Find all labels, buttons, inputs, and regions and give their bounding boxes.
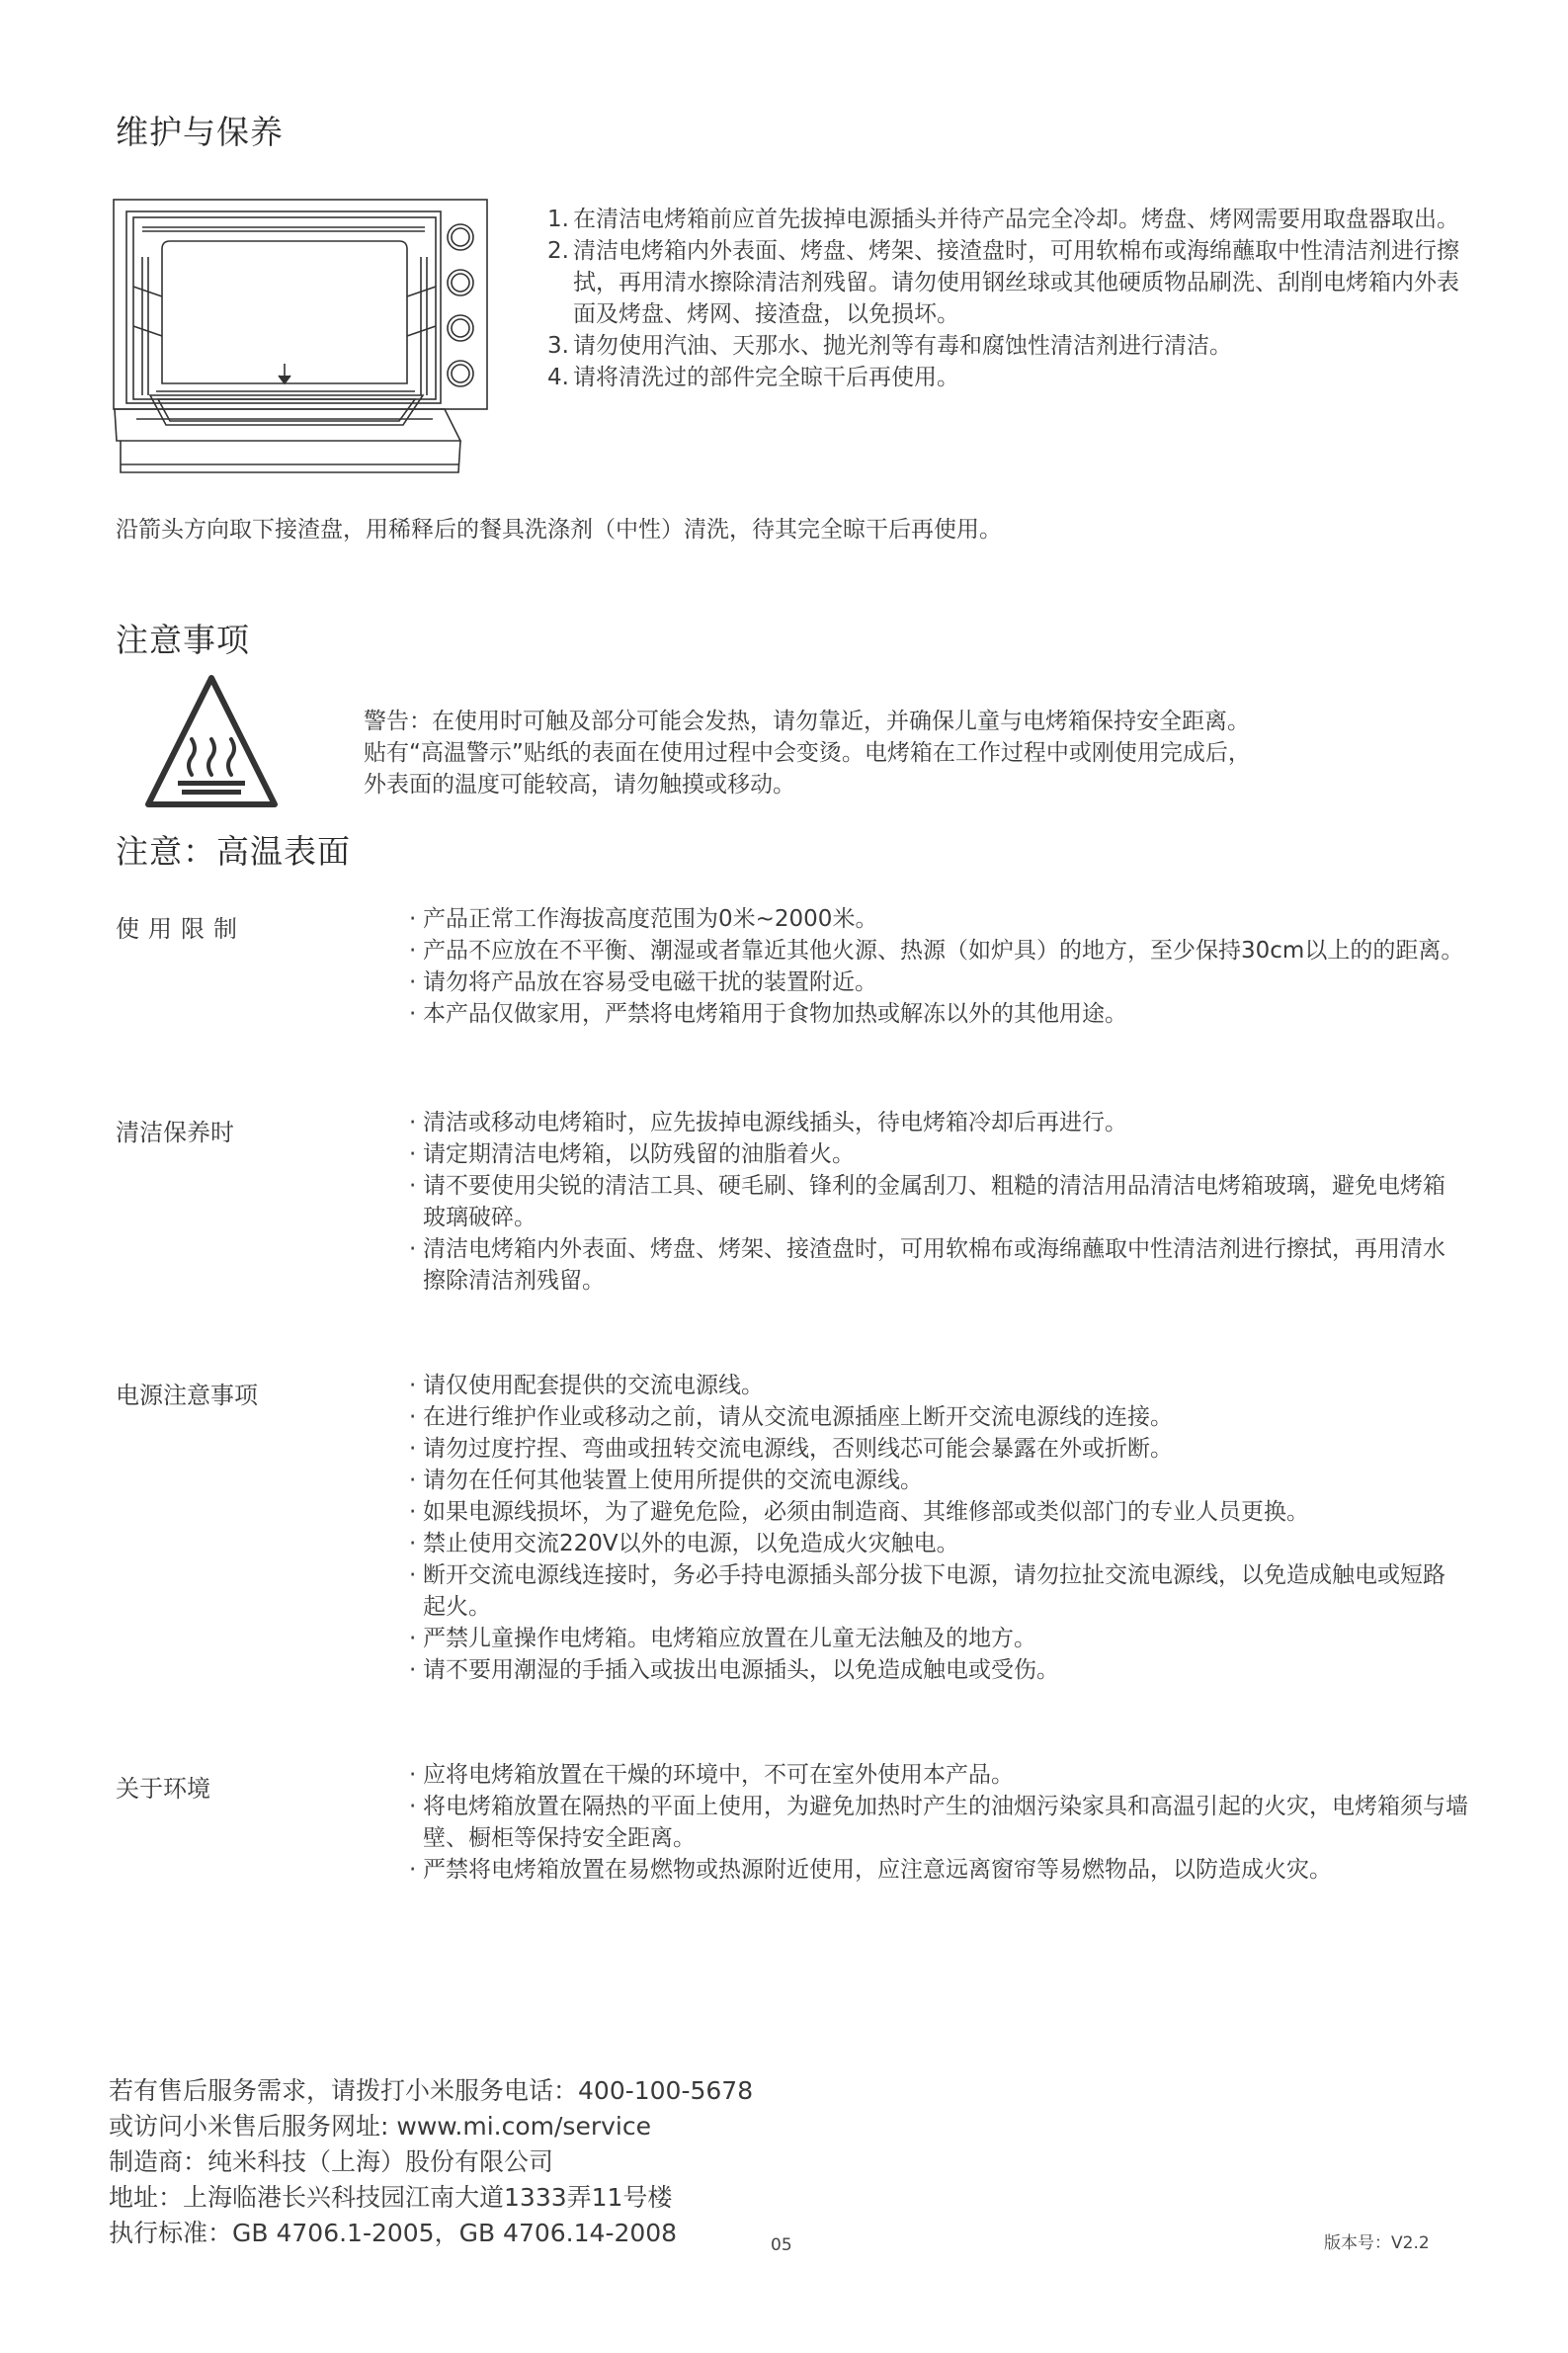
section-label-environment: 关于环境	[116, 1775, 210, 1803]
footer-info	[109, 2073, 998, 2251]
list-item: · 断开交流电源线连接时，务必手持电源插头部分拔下电源，请勿拉扯交流电源线，以免造成触电或短路起火。	[409, 1559, 1466, 1623]
section-title-notice: 注意事项	[116, 621, 250, 659]
maintenance-caption: 沿箭头方向取下接渣盘，用稀释后的餐具洗涤剂（中性）清洗，待其完全晾干后再使用。	[116, 517, 1002, 543]
standards: 执行标准：GB 4706.1-2005，GB 4706.14-2008	[109, 2219, 678, 2247]
list-item: · 产品不应放在不平衡、潮湿或者靠近其他火源、热源（如炉具）的地方，至少保持30cm以上的的距离。	[409, 935, 1466, 966]
warning-text: 警告：在使用时可触及部分可能会发热，请勿靠近，并确保儿童与电烤箱保持安全距离。 贴有“高温警示”贴纸的表面在使用过程中会变烫。电烤箱在工作过程中或刚使用完成后， 外表面的温度可能较高，请勿触摸或移动。	[364, 709, 1251, 798]
step-item: 4. 请将清洗过的部件完全晾干后再使用。	[547, 365, 959, 390]
list-item: · 请勿将产品放在容易受电磁干扰的装置附近。	[409, 966, 1466, 998]
power-list	[409, 1370, 1466, 1686]
list-item: · 请不要使用尖锐的清洁工具、硬毛刷、锋利的金属刮刀、粗糙的清洁用品清洁电烤箱玻璃，避免电烤箱玻璃破碎。	[409, 1170, 1466, 1233]
list-item: · 请勿过度拧捏、弯曲或扭转交流电源线，否则线芯可能会暴露在外或折断。	[409, 1433, 1466, 1465]
cleaning-list	[409, 1107, 1466, 1297]
hot-surface-title: 注意：高温表面	[116, 832, 351, 871]
page-number: 05	[771, 2235, 792, 2255]
list-item: · 在进行维护作业或移动之前，请从交流电源插座上断开交流电源线的连接。	[409, 1401, 1466, 1433]
list-item: · 如果电源线损坏，为了避免危险，必须由制造商、其维修部或类似部门的专业人员更换。	[409, 1496, 1466, 1528]
section-title-maintenance: 维护与保养	[116, 113, 284, 151]
manufacturer: 制造商：纯米科技（上海）股份有限公司	[109, 2147, 554, 2176]
list-item: · 产品正常工作海拔高度范围为0米~2000米。	[409, 903, 1466, 935]
step-item: 1. 在清洁电烤箱前应首先拔掉电源插头并待产品完全冷却。烤盘、烤网需要用取盘器取出。	[547, 207, 1459, 232]
list-item: · 清洁电烤箱内外表面、烤盘、烤架、接渣盘时，可用软棉布或海绵蘸取中性清洁剂进行擦拭，再用清水擦除清洁剂残留。	[409, 1233, 1466, 1297]
hot-surface-warning-icon	[142, 672, 281, 814]
list-item: · 请仅使用配套提供的交流电源线。	[409, 1370, 1466, 1401]
version-label: 版本号：V2.2	[1324, 2233, 1430, 2253]
list-item: · 清洁或移动电烤箱时，应先拔掉电源线插头，待电烤箱冷却后再进行。	[409, 1107, 1466, 1138]
section-label-usage: 使用限制	[116, 915, 246, 943]
step-item: 3. 请勿使用汽油、天那水、抛光剂等有毒和腐蚀性清洁剂进行清洁。	[547, 333, 1232, 359]
step-item: 2. 清洁电烤箱内外表面、烤盘、烤架、接渣盘时，可用软棉布或海绵蘸取中性清洁剂进行擦拭，再用清水擦除清洁剂残留。请勿使用钢丝球或其他硬质物品刷洗、刮削电烤箱内外表面及烤盘、烤网、接渣盘，以免损坏。	[547, 238, 1459, 327]
list-item: · 禁止使用交流220V以外的电源，以免造成火灾触电。	[409, 1528, 1466, 1559]
list-item: · 请勿在任何其他装置上使用所提供的交流电源线。	[409, 1465, 1466, 1496]
service-phone: 若有售后服务需求，请拨打小米服务电话：400-100-5678	[109, 2076, 754, 2105]
oven-illustration	[107, 198, 492, 484]
address: 地址：上海临港长兴科技园江南大道1333弄11号楼	[109, 2183, 673, 2212]
section-label-cleaning: 清洁保养时	[116, 1119, 234, 1146]
list-item: · 请不要用潮湿的手插入或拔出电源插头，以免造成触电或受伤。	[409, 1654, 1466, 1686]
list-item: · 将电烤箱放置在隔热的平面上使用，为避免加热时产生的油烟污染家具和高温引起的火灾，电烤箱须与墙壁、橱柜等保持安全距离。	[409, 1791, 1486, 1854]
list-item: · 严禁儿童操作电烤箱。电烤箱应放置在儿童无法触及的地方。	[409, 1623, 1466, 1654]
environment-list	[409, 1759, 1486, 1886]
usage-list	[409, 903, 1466, 1030]
list-item: · 严禁将电烤箱放置在易燃物或热源附近使用，应注意远离窗帘等易燃物品，以防造成火灾。	[409, 1854, 1486, 1886]
list-item: · 本产品仅做家用，严禁将电烤箱用于食物加热或解冻以外的其他用途。	[409, 998, 1466, 1030]
list-item: · 应将电烤箱放置在干燥的环境中，不可在室外使用本产品。	[409, 1759, 1486, 1791]
list-item: · 请定期清洁电烤箱，以防残留的油脂着火。	[409, 1138, 1466, 1170]
maintenance-steps	[547, 204, 1466, 393]
service-url: 或访问小米售后服务网址: www.mi.com/service	[109, 2112, 651, 2141]
section-label-power: 电源注意事项	[116, 1382, 258, 1409]
